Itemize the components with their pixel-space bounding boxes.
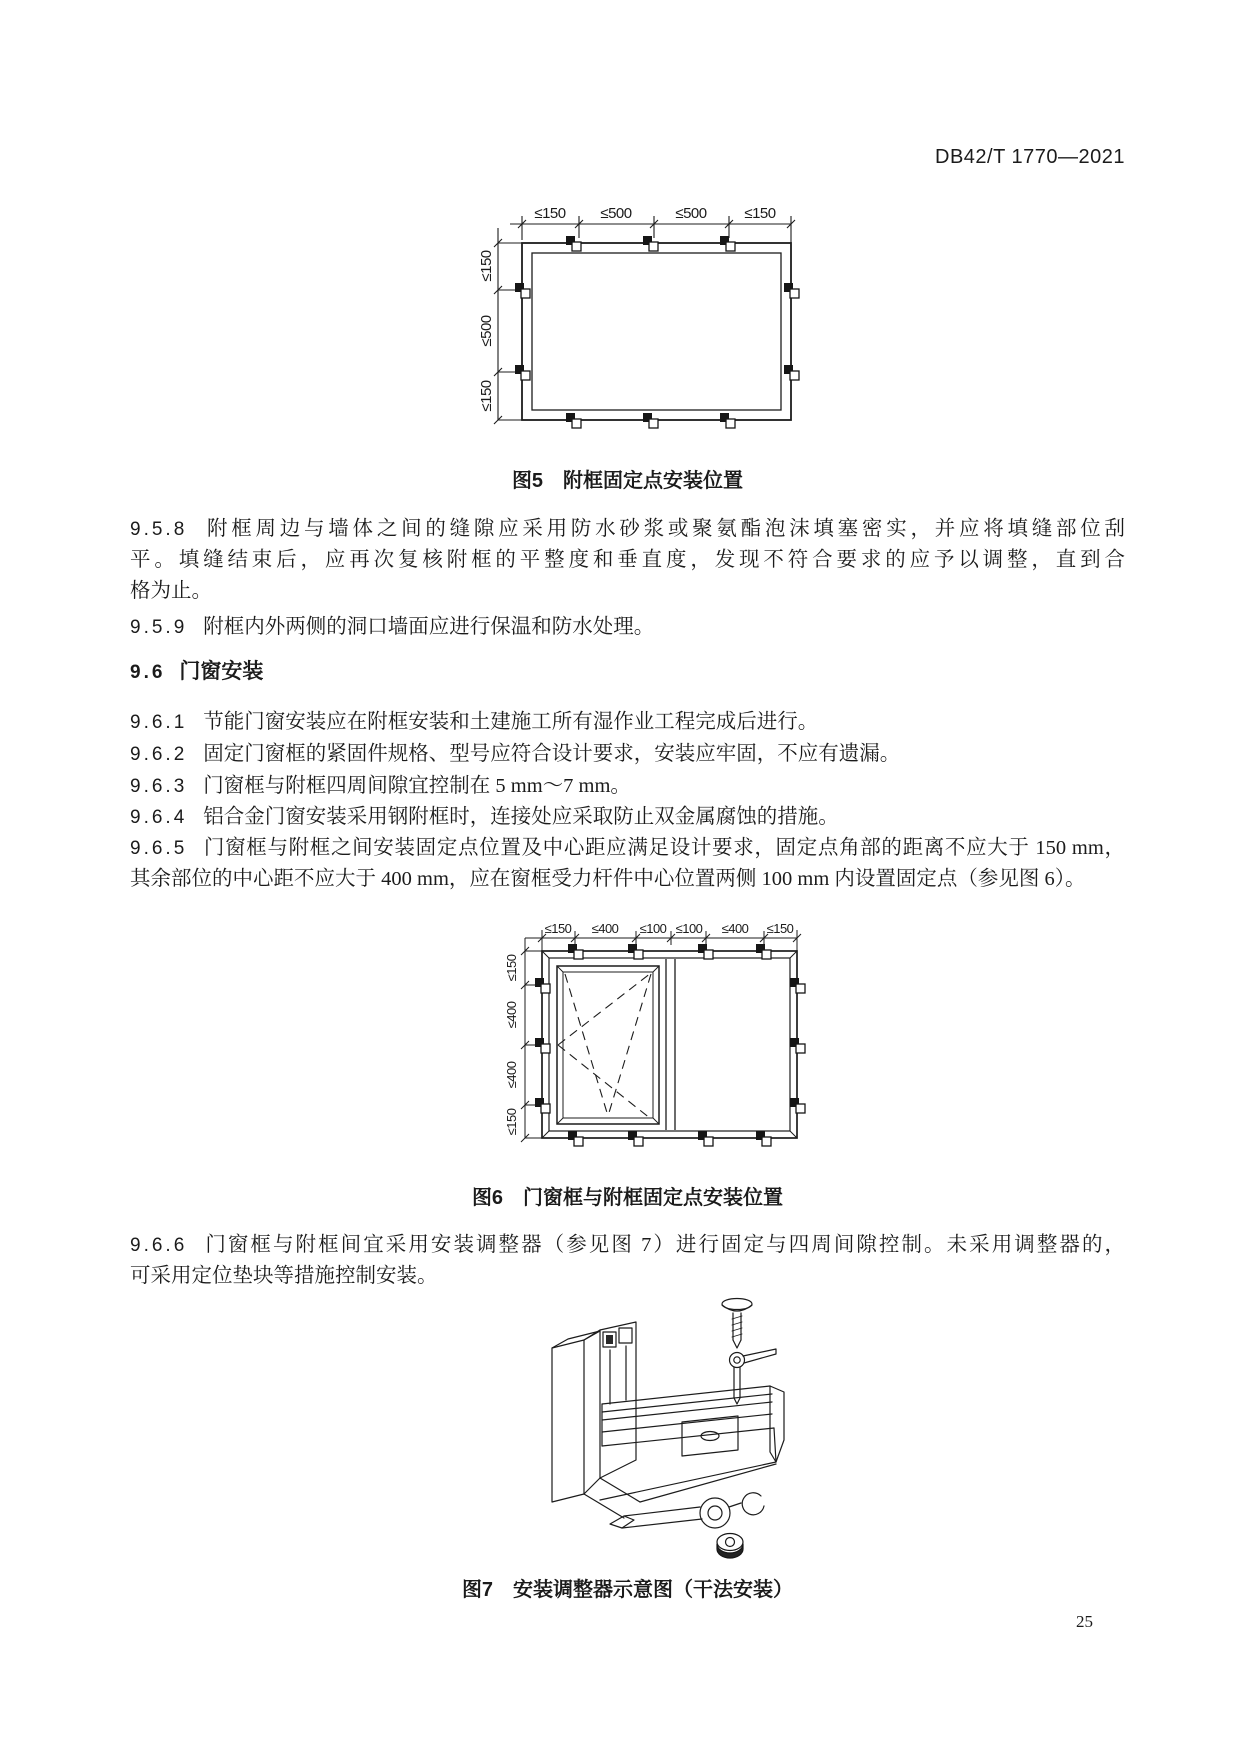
svg-text:≤400: ≤400 — [504, 1061, 519, 1089]
paragraph-line: 9.6.5 门窗框与附框之间安装固定点位置及中心距应满足设计要求，固定点角部的距离不应大于 150 mm， — [130, 837, 1125, 859]
clause-9-5-9: 9.5.9 附框内外两侧的洞口墙面应进行保温和防水处理。 — [130, 616, 655, 638]
fig7-jamb-profile — [552, 1322, 640, 1518]
clause-9-6-6 — [130, 1230, 1125, 1292]
paragraph-line: 格为止。 — [130, 580, 212, 602]
fig6-mullion — [666, 959, 675, 1130]
clause-9-6-2: 9.6.2 固定门窗框的紧固件规格、型号应符合设计要求，安装应牢固，不应有遗漏。 — [130, 743, 901, 765]
fig7-nut — [717, 1534, 743, 1559]
svg-text:≤150: ≤150 — [744, 205, 776, 222]
fig5-fixing-points — [515, 236, 799, 428]
fig5-left-dimension — [478, 228, 522, 424]
clause-number: 9.6.6 — [130, 1235, 188, 1256]
paragraph-line: 9.5.8 附框周边与墙体之间的缝隙应采用防水砂浆或聚氨酯泡沫填塞密实，并应将填缝部位刮 — [130, 518, 1125, 540]
figure5-diagram — [430, 180, 810, 440]
fig7-sill-profile — [600, 1386, 784, 1502]
figure6-diagram — [460, 918, 840, 1163]
paragraph-line: 9.6.6 门窗框与附框间宜采用安装调整器（参见图 7）进行固定与四周间隙控制。未采用调整器的， — [130, 1234, 1125, 1256]
clause-9-6-5 — [130, 833, 1125, 895]
fig6-subframe — [542, 951, 797, 1138]
clause-9-5-8 — [130, 514, 1125, 607]
clause-number: 9.6.4 — [130, 807, 188, 828]
paragraph-line: 平。填缝结束后，应再次复核附框的平整度和垂直度，发现不符合要求的应予以调整，直到合 — [130, 549, 1125, 571]
svg-text:≤150: ≤150 — [478, 380, 495, 412]
svg-text:≤150: ≤150 — [544, 921, 572, 936]
svg-text:≤100: ≤100 — [639, 921, 667, 936]
clause-number: 9.5.8 — [130, 519, 188, 540]
clause-9-6-1: 9.6.1 节能门窗安装应在附框安装和土建施工所有湿作业工程完成后进行。 — [130, 711, 819, 733]
figure7-caption: 图7 安装调整器示意图（干法安装） — [461, 1579, 794, 1601]
figure5-caption: 图5 附框固定点安装位置 — [511, 470, 744, 492]
svg-text:≤150: ≤150 — [478, 250, 495, 282]
svg-text:≤400: ≤400 — [591, 921, 619, 936]
svg-text:≤150: ≤150 — [504, 1108, 519, 1136]
fig5-frame — [522, 243, 791, 420]
paragraph-line: 其余部位的中心距不应大于 400 mm，应在窗框受力杆件中心位置两侧 100 mm 内设置固定点（参见图 6）。 — [130, 868, 1086, 890]
clause-9-6-3: 9.6.3 门窗框与附框四周间隙宜控制在 5 mm～7 mm。 — [130, 775, 631, 797]
svg-text:≤500: ≤500 — [600, 205, 632, 222]
clause-number: 9.5.9 — [130, 617, 188, 638]
svg-text:≤400: ≤400 — [504, 1001, 519, 1029]
fig6-casement-sash — [557, 966, 659, 1124]
fig7-screw — [722, 1299, 752, 1349]
fig6-fixing-points — [535, 944, 805, 1146]
figure6-caption: 图6 门窗框与附框固定点安装位置 — [471, 1187, 784, 1209]
svg-text:≤150: ≤150 — [534, 205, 566, 222]
svg-text:≤500: ≤500 — [478, 315, 495, 347]
paragraph-line: 可采用定位垫块等措施控制安装。 — [130, 1265, 438, 1287]
svg-text:≤100: ≤100 — [675, 921, 703, 936]
clause-number: 9.6.1 — [130, 712, 188, 733]
section-9-6-heading: 9.6 门窗安装 — [130, 660, 264, 683]
section-number: 9.6 — [130, 662, 166, 683]
clause-number: 9.6.3 — [130, 776, 188, 797]
clause-number: 9.6.2 — [130, 744, 188, 765]
svg-text:≤400: ≤400 — [721, 921, 749, 936]
svg-text:≤150: ≤150 — [504, 954, 519, 982]
svg-text:≤150: ≤150 — [766, 921, 794, 936]
clause-number: 9.6.5 — [130, 838, 188, 859]
page-number: 25 — [1076, 1612, 1093, 1631]
figure7-drawing — [540, 1292, 790, 1562]
fig5-top-dimension — [510, 205, 795, 243]
svg-text:≤500: ≤500 — [675, 205, 707, 222]
document-code-header: DB42/T 1770—2021 — [935, 146, 1125, 168]
clause-9-6-4: 9.6.4 铝合金门窗安装采用钢附框时，连接处应采取防止双金属腐蚀的措施。 — [130, 806, 839, 828]
